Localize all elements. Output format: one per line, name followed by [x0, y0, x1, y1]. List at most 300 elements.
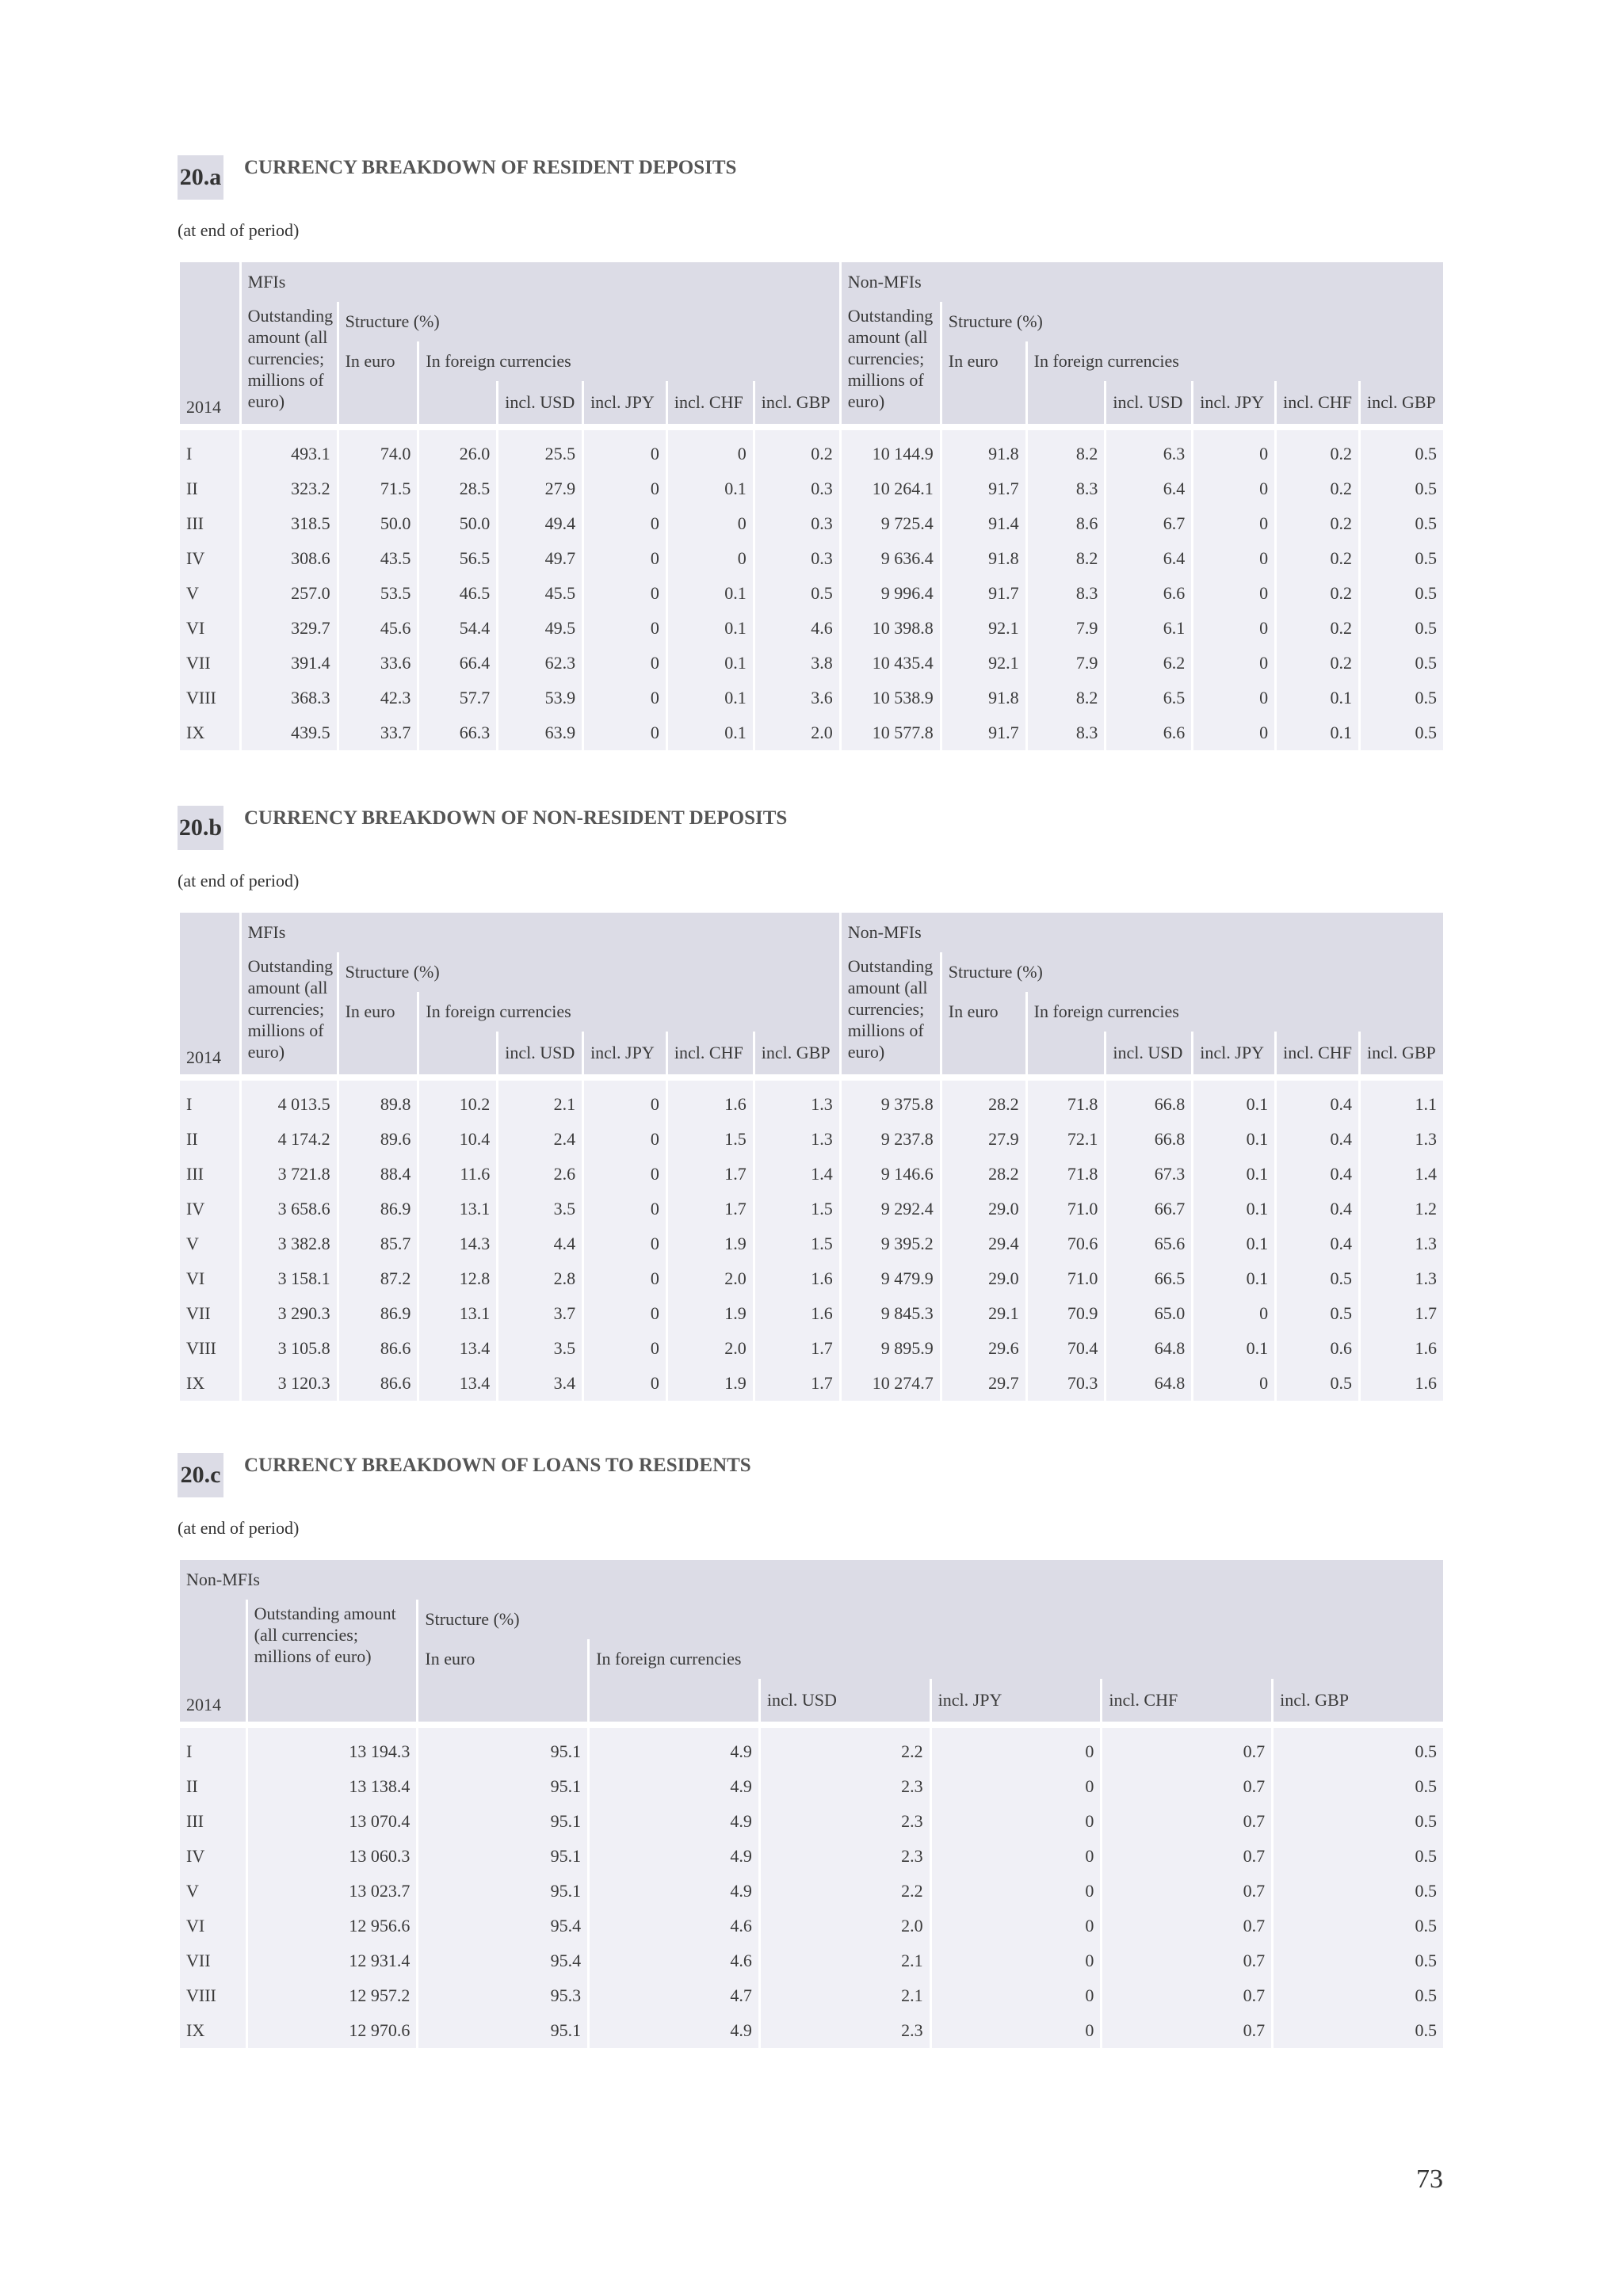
- table-cell: 28.2: [942, 1157, 1025, 1192]
- table-cell: 0.2: [1277, 646, 1358, 681]
- table-cell: 49.7: [498, 541, 582, 576]
- in-foreign-currencies-header: In foreign currencies: [1028, 341, 1443, 381]
- table-cell: 0.1: [1193, 1192, 1274, 1226]
- month-label: I: [180, 1728, 246, 1769]
- table-cell: 0.1: [1193, 1081, 1274, 1122]
- table-cell: 10 538.9: [842, 681, 940, 715]
- section-header: [178, 806, 1445, 855]
- table-cell: 46.5: [419, 576, 496, 611]
- table-row: [180, 1296, 1443, 1331]
- table-cell: 70.6: [1028, 1226, 1105, 1261]
- table-cell: 49.4: [498, 506, 582, 541]
- table-cell: 0: [668, 506, 753, 541]
- non-resident-deposits-table: [178, 913, 1445, 1401]
- table-cell: 4.6: [590, 1909, 758, 1943]
- incl-jpy-header: incl. JPY: [932, 1679, 1101, 1722]
- table-row: [180, 1122, 1443, 1157]
- structure-header: Structure (%): [339, 952, 839, 992]
- month-label: III: [180, 1157, 239, 1192]
- table-cell: 9 375.8: [842, 1081, 940, 1122]
- table-cell: 9 636.4: [842, 541, 940, 576]
- table-cell: 0.5: [1361, 611, 1443, 646]
- incl-jpy-header: incl. JPY: [584, 381, 666, 424]
- table-cell: 29.6: [942, 1331, 1025, 1366]
- mfis-header: MFIs: [242, 913, 839, 952]
- table-cell: 2.0: [668, 1261, 753, 1296]
- table-cell: 9 895.9: [842, 1331, 940, 1366]
- table-cell: 95.1: [418, 1728, 587, 1769]
- table-cell: 0: [1193, 646, 1274, 681]
- table-cell: 88.4: [339, 1157, 418, 1192]
- table-cell: 0: [932, 1769, 1101, 1804]
- total-foreign-header: [590, 1679, 758, 1722]
- table-cell: 2.2: [761, 1874, 930, 1909]
- section-number: 20.c: [178, 1453, 223, 1497]
- table-cell: 85.7: [339, 1226, 418, 1261]
- table-cell: 368.3: [242, 681, 337, 715]
- table-cell: 1.4: [755, 1157, 839, 1192]
- table-cell: 3.8: [755, 646, 839, 681]
- table-cell: 6.2: [1106, 646, 1191, 681]
- table-cell: 0: [668, 430, 753, 471]
- table-cell: 8.2: [1028, 681, 1105, 715]
- section-header: [178, 155, 1445, 204]
- month-label: IX: [180, 2013, 246, 2048]
- structure-header: Structure (%): [942, 952, 1443, 992]
- table-cell: 0.5: [1361, 646, 1443, 681]
- table-cell: 0: [932, 2013, 1101, 2048]
- table-cell: 1.7: [668, 1192, 753, 1226]
- section-title: CURRENCY BREAKDOWN OF RESIDENT DEPOSITS: [244, 157, 737, 178]
- table-cell: 323.2: [242, 471, 337, 506]
- in-euro-header: In euro: [942, 992, 1025, 1074]
- table-cell: 0.3: [755, 471, 839, 506]
- section-20c: [178, 1453, 1445, 2040]
- table-cell: 0.5: [1277, 1261, 1358, 1296]
- table-cell: 0: [1193, 471, 1274, 506]
- table-row: [180, 1909, 1443, 1943]
- incl-chf-header: incl. CHF: [1277, 381, 1358, 424]
- month-label: VI: [180, 611, 239, 646]
- table-cell: 92.1: [942, 646, 1025, 681]
- table-cell: 0.7: [1102, 1978, 1271, 2013]
- month-label: IV: [180, 541, 239, 576]
- table-cell: 2.1: [761, 1978, 930, 2013]
- table-cell: 0.2: [1277, 576, 1358, 611]
- table-cell: 0: [1193, 611, 1274, 646]
- month-label: VIII: [180, 1978, 246, 2013]
- table-cell: 0: [584, 715, 666, 750]
- table-cell: 1.5: [668, 1122, 753, 1157]
- period-note: (at end of period): [178, 1518, 300, 1538]
- table-cell: 9 845.3: [842, 1296, 940, 1331]
- table-cell: 1.9: [668, 1366, 753, 1401]
- table-cell: 0.5: [1274, 1769, 1443, 1804]
- table-cell: 2.2: [761, 1728, 930, 1769]
- table-row: [180, 1192, 1443, 1226]
- table-row: [180, 611, 1443, 646]
- table-cell: 71.0: [1028, 1261, 1105, 1296]
- outstanding-amount-header: Outstanding amount (all currencies; millions of euro): [248, 1600, 417, 1722]
- month-label: V: [180, 576, 239, 611]
- in-foreign-currencies-header: In foreign currencies: [419, 341, 838, 381]
- table-cell: 0: [584, 576, 666, 611]
- structure-header: Structure (%): [942, 302, 1443, 341]
- table-cell: 89.8: [339, 1081, 418, 1122]
- table-cell: 4 174.2: [242, 1122, 337, 1157]
- table-row: [180, 646, 1443, 681]
- table-cell: 1.5: [755, 1226, 839, 1261]
- table-cell: 0.1: [1277, 681, 1358, 715]
- table-row: [180, 541, 1443, 576]
- table-cell: 0: [584, 541, 666, 576]
- table-row: [180, 1943, 1443, 1978]
- table-cell: 1.2: [1361, 1192, 1443, 1226]
- structure-header: Structure (%): [339, 302, 839, 341]
- table-row: [180, 715, 1443, 750]
- table-cell: 3.5: [498, 1331, 582, 1366]
- incl-chf-header: incl. CHF: [668, 1032, 753, 1074]
- table-cell: 66.4: [419, 646, 496, 681]
- table-cell: 95.1: [418, 1874, 587, 1909]
- table-cell: 0.6: [1277, 1331, 1358, 1366]
- month-label: IV: [180, 1192, 239, 1226]
- table-cell: 86.9: [339, 1192, 418, 1226]
- table-cell: 0: [932, 1728, 1101, 1769]
- table-cell: 91.7: [942, 715, 1025, 750]
- in-euro-header: In euro: [418, 1639, 587, 1722]
- table-cell: 43.5: [339, 541, 418, 576]
- period-note: (at end of period): [178, 871, 300, 891]
- table-cell: 13.1: [419, 1296, 496, 1331]
- table-cell: 95.1: [418, 1839, 587, 1874]
- table-cell: 1.3: [1361, 1226, 1443, 1261]
- non-mfis-header: Non-MFIs: [842, 913, 1443, 952]
- table-cell: 33.7: [339, 715, 418, 750]
- table-cell: 91.8: [942, 430, 1025, 471]
- table-cell: 66.3: [419, 715, 496, 750]
- incl-usd-header: incl. USD: [1106, 1032, 1191, 1074]
- table-cell: 0.1: [668, 681, 753, 715]
- incl-gbp-header: incl. GBP: [1274, 1679, 1443, 1722]
- table-cell: 4.9: [590, 2013, 758, 2048]
- table-cell: 29.0: [942, 1261, 1025, 1296]
- table-row: [180, 1804, 1443, 1839]
- table-cell: 4 013.5: [242, 1081, 337, 1122]
- loans-to-residents-table: [178, 1560, 1445, 2048]
- table-cell: 12 956.6: [248, 1909, 417, 1943]
- table-cell: 0: [1193, 541, 1274, 576]
- table-cell: 33.6: [339, 646, 418, 681]
- page-number: 73: [1416, 2164, 1443, 2194]
- table-cell: 12 970.6: [248, 2013, 417, 2048]
- table-cell: 2.3: [761, 2013, 930, 2048]
- month-label: VII: [180, 1296, 239, 1331]
- table-cell: 1.1: [1361, 1081, 1443, 1122]
- table-cell: 70.3: [1028, 1366, 1105, 1401]
- table-cell: 1.6: [755, 1261, 839, 1296]
- in-euro-header: In euro: [942, 341, 1025, 424]
- table-cell: 9 237.8: [842, 1122, 940, 1157]
- month-label: VII: [180, 1943, 246, 1978]
- table-row: [180, 1769, 1443, 1804]
- table-cell: 6.7: [1106, 506, 1191, 541]
- table-cell: 4.9: [590, 1769, 758, 1804]
- table-cell: 10 274.7: [842, 1366, 940, 1401]
- table-cell: 0: [1193, 430, 1274, 471]
- table-row: [180, 506, 1443, 541]
- table-cell: 0: [584, 646, 666, 681]
- mfis-header: MFIs: [242, 262, 839, 302]
- month-label: VIII: [180, 681, 239, 715]
- table-cell: 0: [932, 1978, 1101, 2013]
- outstanding-amount-header: Outstanding amount (all currencies; millions of euro): [842, 952, 940, 1074]
- non-mfis-header: Non-MFIs: [842, 262, 1443, 302]
- table-cell: 0.2: [1277, 506, 1358, 541]
- table-cell: 0.5: [1274, 2013, 1443, 2048]
- outstanding-amount-header: Outstanding amount (all currencies; millions of euro): [842, 302, 940, 424]
- table-cell: 10 398.8: [842, 611, 940, 646]
- month-label: VII: [180, 646, 239, 681]
- total-foreign-header: [1028, 1032, 1105, 1074]
- table-cell: 11.6: [419, 1157, 496, 1192]
- month-label: I: [180, 430, 239, 471]
- table-cell: 2.3: [761, 1804, 930, 1839]
- table-cell: 329.7: [242, 611, 337, 646]
- table-cell: 62.3: [498, 646, 582, 681]
- table-cell: 4.7: [590, 1978, 758, 2013]
- table-row: [180, 1331, 1443, 1366]
- table-row: [180, 1366, 1443, 1401]
- table-cell: 3 721.8: [242, 1157, 337, 1192]
- month-label: VI: [180, 1909, 246, 1943]
- table-cell: 257.0: [242, 576, 337, 611]
- table-cell: 91.8: [942, 681, 1025, 715]
- month-label: I: [180, 1081, 239, 1122]
- table-cell: 0: [668, 541, 753, 576]
- table-cell: 86.6: [339, 1366, 418, 1401]
- table-cell: 10.4: [419, 1122, 496, 1157]
- table-cell: 49.5: [498, 611, 582, 646]
- table-cell: 0.2: [1277, 471, 1358, 506]
- table-cell: 0.1: [668, 715, 753, 750]
- table-cell: 2.0: [668, 1331, 753, 1366]
- table-cell: 6.6: [1106, 715, 1191, 750]
- month-label: VIII: [180, 1331, 239, 1366]
- table-cell: 0.4: [1277, 1157, 1358, 1192]
- table-cell: 1.3: [755, 1122, 839, 1157]
- table-cell: 71.5: [339, 471, 418, 506]
- table-cell: 3 382.8: [242, 1226, 337, 1261]
- table-cell: 1.7: [1361, 1296, 1443, 1331]
- table-cell: 8.6: [1028, 506, 1105, 541]
- table-cell: 25.5: [498, 430, 582, 471]
- incl-gbp-header: incl. GBP: [1361, 1032, 1443, 1074]
- table-cell: 50.0: [339, 506, 418, 541]
- table-cell: 9 292.4: [842, 1192, 940, 1226]
- table-cell: 0.7: [1102, 1839, 1271, 1874]
- table-cell: 14.3: [419, 1226, 496, 1261]
- table-cell: 0.5: [1361, 715, 1443, 750]
- table-cell: 13.1: [419, 1192, 496, 1226]
- table-cell: 10 435.4: [842, 646, 940, 681]
- year-header: 2014: [180, 262, 239, 424]
- table-cell: 13 138.4: [248, 1769, 417, 1804]
- incl-usd-header: incl. USD: [498, 1032, 582, 1074]
- table-cell: 0.2: [1277, 611, 1358, 646]
- table-cell: 0: [1193, 576, 1274, 611]
- month-label: II: [180, 1122, 239, 1157]
- period-note: (at end of period): [178, 220, 300, 240]
- table-cell: 66.7: [1106, 1192, 1191, 1226]
- table-cell: 86.6: [339, 1331, 418, 1366]
- table-cell: 0.5: [1361, 681, 1443, 715]
- table-cell: 0.5: [1277, 1366, 1358, 1401]
- table-cell: 3 158.1: [242, 1261, 337, 1296]
- table-cell: 10 577.8: [842, 715, 940, 750]
- incl-usd-header: incl. USD: [761, 1679, 930, 1722]
- table-cell: 2.0: [761, 1909, 930, 1943]
- table-cell: 0: [584, 471, 666, 506]
- table-cell: 1.3: [1361, 1122, 1443, 1157]
- table-cell: 67.3: [1106, 1157, 1191, 1192]
- table-cell: 3 105.8: [242, 1331, 337, 1366]
- table-cell: 0.1: [1193, 1331, 1274, 1366]
- table-cell: 3.4: [498, 1366, 582, 1401]
- table-cell: 56.5: [419, 541, 496, 576]
- table-cell: 64.8: [1106, 1366, 1191, 1401]
- structure-header: Structure (%): [418, 1600, 1443, 1639]
- table-cell: 391.4: [242, 646, 337, 681]
- in-foreign-currencies-header: In foreign currencies: [419, 992, 838, 1032]
- table-cell: 87.2: [339, 1261, 418, 1296]
- table-cell: 66.8: [1106, 1122, 1191, 1157]
- table-cell: 0.1: [668, 646, 753, 681]
- table-cell: 45.5: [498, 576, 582, 611]
- total-foreign-header: [419, 1032, 496, 1074]
- table-cell: 0: [1193, 715, 1274, 750]
- table-cell: 0.1: [1193, 1122, 1274, 1157]
- incl-gbp-header: incl. GBP: [1361, 381, 1443, 424]
- incl-chf-header: incl. CHF: [1277, 1032, 1358, 1074]
- table-cell: 13 194.3: [248, 1728, 417, 1769]
- month-label: V: [180, 1874, 246, 1909]
- table-cell: 1.9: [668, 1226, 753, 1261]
- table-cell: 318.5: [242, 506, 337, 541]
- table-cell: 95.1: [418, 1769, 587, 1804]
- table-cell: 2.4: [498, 1122, 582, 1157]
- month-label: III: [180, 506, 239, 541]
- incl-jpy-header: incl. JPY: [1193, 1032, 1274, 1074]
- table-cell: 91.7: [942, 471, 1025, 506]
- table-cell: 12 931.4: [248, 1943, 417, 1978]
- year-header: 2014: [180, 913, 239, 1074]
- table-cell: 7.9: [1028, 611, 1105, 646]
- table-cell: 10.2: [419, 1081, 496, 1122]
- table-cell: 4.9: [590, 1728, 758, 1769]
- table-cell: 65.0: [1106, 1296, 1191, 1331]
- table-cell: 28.2: [942, 1081, 1025, 1122]
- table-cell: 13 023.7: [248, 1874, 417, 1909]
- table-cell: 0: [584, 611, 666, 646]
- month-label: IX: [180, 1366, 239, 1401]
- table-cell: 92.1: [942, 611, 1025, 646]
- table-cell: 70.9: [1028, 1296, 1105, 1331]
- table-cell: 1.7: [755, 1331, 839, 1366]
- table-cell: 0.2: [755, 430, 839, 471]
- table-cell: 493.1: [242, 430, 337, 471]
- table-cell: 4.9: [590, 1874, 758, 1909]
- table-cell: 3 658.6: [242, 1192, 337, 1226]
- table-row: [180, 1978, 1443, 2013]
- table-cell: 8.3: [1028, 715, 1105, 750]
- table-cell: 0.5: [1361, 541, 1443, 576]
- table-row: [180, 471, 1443, 506]
- month-label: III: [180, 1804, 246, 1839]
- table-cell: 0.5: [1274, 1728, 1443, 1769]
- table-cell: 4.9: [590, 1839, 758, 1874]
- table-row: [180, 1157, 1443, 1192]
- in-euro-header: In euro: [339, 992, 418, 1074]
- incl-gbp-header: incl. GBP: [755, 1032, 839, 1074]
- table-cell: 3.5: [498, 1192, 582, 1226]
- table-cell: 89.6: [339, 1122, 418, 1157]
- table-cell: 91.8: [942, 541, 1025, 576]
- table-cell: 95.4: [418, 1943, 587, 1978]
- table-cell: 12.8: [419, 1261, 496, 1296]
- table-cell: 4.6: [755, 611, 839, 646]
- incl-usd-header: incl. USD: [1106, 381, 1191, 424]
- table-row: [180, 1874, 1443, 1909]
- table-cell: 0: [584, 506, 666, 541]
- table-cell: 3 120.3: [242, 1366, 337, 1401]
- table-cell: 0.4: [1277, 1081, 1358, 1122]
- table-cell: 0: [584, 1366, 666, 1401]
- table-cell: 0.7: [1102, 1804, 1271, 1839]
- table-cell: 0.1: [1193, 1157, 1274, 1192]
- table-cell: 0.3: [755, 506, 839, 541]
- table-row: [180, 1226, 1443, 1261]
- table-row: [180, 681, 1443, 715]
- table-cell: 6.3: [1106, 430, 1191, 471]
- table-cell: 0: [1193, 506, 1274, 541]
- table-cell: 0.1: [1193, 1261, 1274, 1296]
- table-cell: 0.7: [1102, 1943, 1271, 1978]
- table-cell: 0.5: [1274, 1839, 1443, 1874]
- incl-jpy-header: incl. JPY: [1193, 381, 1274, 424]
- table-cell: 29.0: [942, 1192, 1025, 1226]
- table-cell: 70.4: [1028, 1331, 1105, 1366]
- incl-chf-header: incl. CHF: [1102, 1679, 1271, 1722]
- table-cell: 8.3: [1028, 471, 1105, 506]
- table-cell: 0: [584, 1157, 666, 1192]
- table-cell: 95.3: [418, 1978, 587, 2013]
- table-cell: 1.7: [668, 1157, 753, 1192]
- table-cell: 3 290.3: [242, 1296, 337, 1331]
- table-cell: 63.9: [498, 715, 582, 750]
- in-euro-header: In euro: [339, 341, 418, 424]
- table-row: [180, 576, 1443, 611]
- in-foreign-currencies-header: In foreign currencies: [1028, 992, 1443, 1032]
- table-row: [180, 1839, 1443, 1874]
- table-cell: 0: [584, 1192, 666, 1226]
- table-cell: 1.6: [1361, 1366, 1443, 1401]
- section-title: CURRENCY BREAKDOWN OF LOANS TO RESIDENTS: [244, 1455, 751, 1476]
- table-cell: 0.7: [1102, 1728, 1271, 1769]
- table-cell: 26.0: [419, 430, 496, 471]
- table-cell: 0: [932, 1874, 1101, 1909]
- table-cell: 0: [584, 430, 666, 471]
